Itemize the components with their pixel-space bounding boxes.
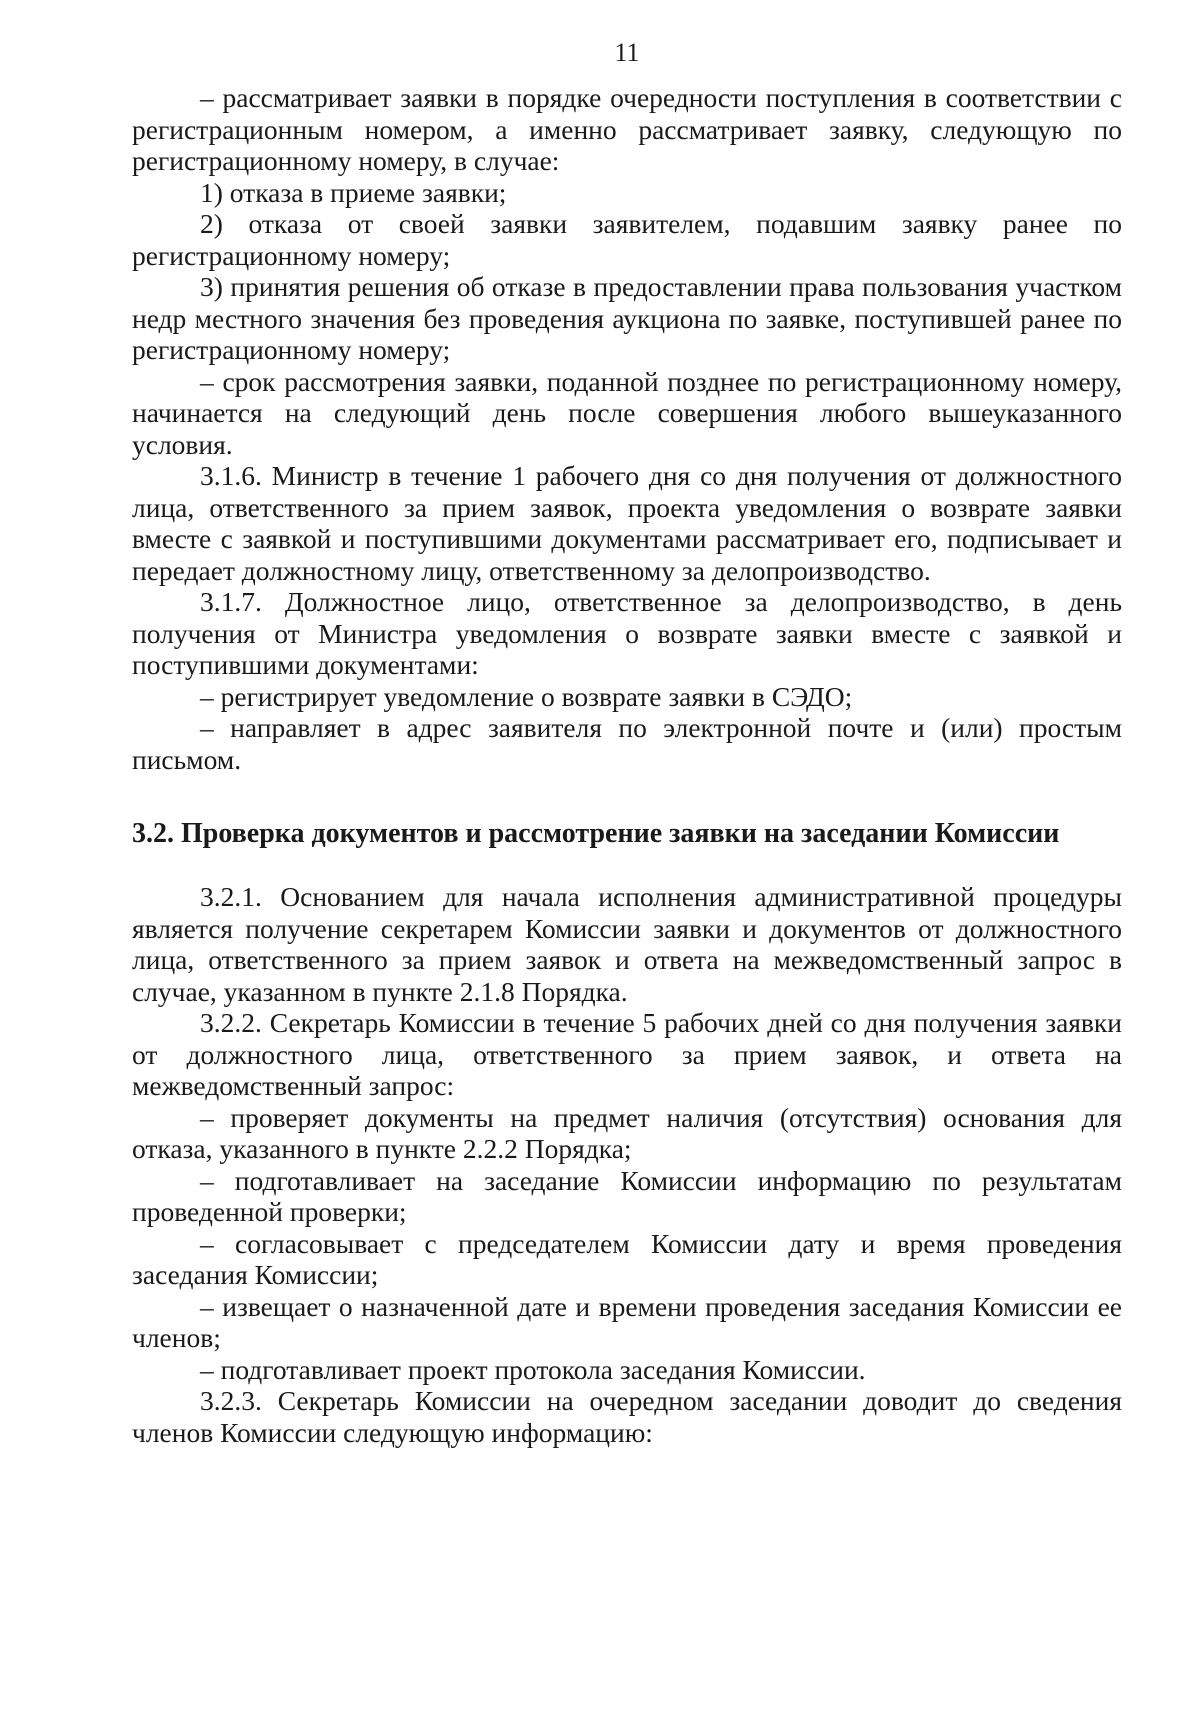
paragraph: – извещает о назначенной дате и времени проведения заседания Комиссии ее членов; [132,1290,1122,1353]
paragraph: – срок рассмотрения заявки, поданной позднее по регистрационному номеру, начинается на следующий день после совершения любого вышеуказанного условия. [132,365,1122,460]
paragraph: 3.2.1. Основанием для начала исполнения административной процедуры является получение секретарем Комиссии заявки и документов от должностного лица, ответственного за прием заявок и ответа на межведомственный запрос в случае, указанном в пункте 2.1.8 Порядка. [132,881,1122,1007]
page-number: 11 [614,38,640,67]
paragraph: 1) отказа в приеме заявки; [200,176,507,208]
paragraph: – подготавливает проект протокола заседания Комиссии. [200,1353,866,1385]
paragraph: 3) принятия решения об отказе в предоставлении права пользования участком недр местного значения без проведения аукциона по заявке, поступившей ранее по регистрационному номеру; [132,271,1122,365]
paragraph: – регистрирует уведомление о возврате заявки в СЭДО; [200,680,853,712]
paragraph: – рассматривает заявки в порядке очередности поступления в соответствии с регистрационным номером, а именно рассматривает заявку, следующую по регистрационному номеру, в случае: [132,82,1122,176]
paragraph: – направляет в адрес заявителя по электронной почте и (или) простым письмом. [132,712,1122,775]
document-body [132,82,1122,1448]
paragraph: 3.1.6. Министр в течение 1 рабочего дня со дня получения от должностного лица, ответственного за прием заявок, проекта уведомления о возврате заявки вместе с заявкой и поступившими документами рассматривает его, подписывает и передает должностному лицу, ответственному за делопроизводство. [132,460,1122,586]
paragraph: – проверяет документы на предмет наличия (отсутствия) основания для отказа, указанного в пункте 2.2.2 Порядка; [132,1101,1122,1164]
paragraph: 3.1.7. Должностное лицо, ответственное за делопроизводство, в день получения от Министра уведомления о возврате заявки вместе с заявкой и поступившими документами: [132,586,1122,680]
paragraph: – подготавливает на заседание Комиссии информацию по результатам проведенной проверки; [132,1164,1122,1227]
section-spacer [132,775,1122,817]
paragraph: 3.2.2. Секретарь Комиссии в течение 5 рабочих дней со дня получения заявки от должностного лица, ответственного за прием заявок, и ответа на межведомственный запрос: [132,1007,1122,1101]
section-heading: 3.2. Проверка документов и рассмотрение заявки на заседании Комиссии [132,818,1060,849]
paragraph: 3.2.3. Секретарь Комиссии на очередном заседании доводит до сведения членов Комиссии следующую информацию: [132,1385,1122,1448]
paragraph: 2) отказа от своей заявки заявителем, подавшим заявку ранее по регистрационному номеру; [132,208,1122,271]
paragraph: – согласовывает с председателем Комиссии дату и время проведения заседания Комиссии; [132,1227,1122,1290]
